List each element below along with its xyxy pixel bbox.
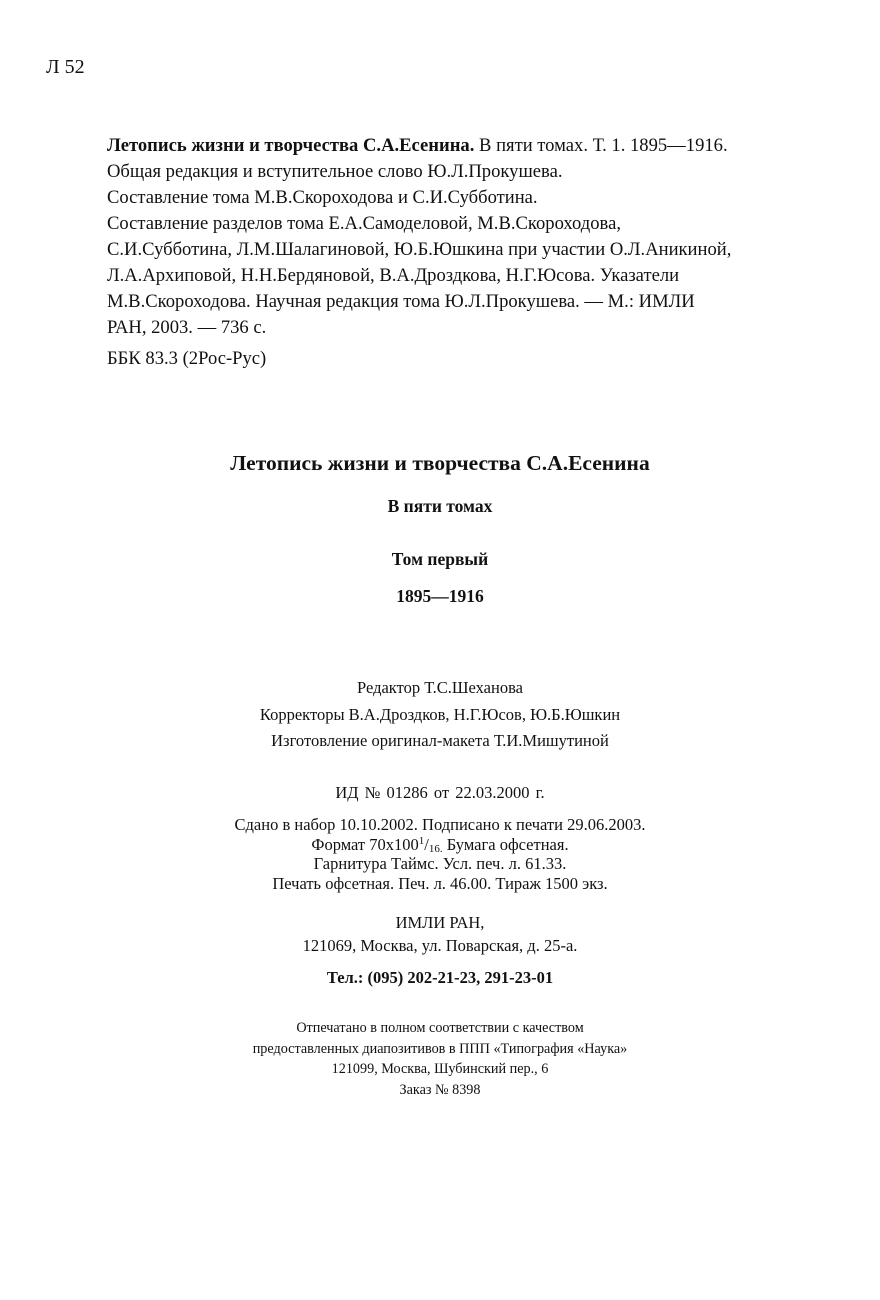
printer-block (0, 1018, 880, 1100)
printer-address: 121099, Москва, Шубинский пер., 6 (331, 1061, 549, 1077)
credit-layout: Изготовление оригинал-макета Т.И.Мишутиной (271, 731, 609, 750)
publisher-block (0, 911, 880, 957)
biblio-title-line (107, 133, 731, 159)
format-suffix: Бумага офсетная. (442, 834, 569, 854)
credits-block (0, 675, 880, 755)
print-run: Печать офсетная. Печ. л. 46.00. Тираж 1500 экз. (272, 873, 608, 893)
biblio-line: Общая редакция и вступительное слово Ю.Л.Прокушева. (107, 161, 563, 182)
book-title: Летопись жизни и творчества С.А.Есенина (230, 451, 650, 475)
publisher-address: 121069, Москва, ул. Поварская, д. 25-а. (302, 936, 578, 955)
typeset-dates: Сдано в набор 10.10.2002. Подписано к печати 29.06.2003. (234, 815, 646, 834)
printer-line: предоставленных диапозитивов в ППП «Типография «Наука» (252, 1040, 628, 1057)
library-code: Л 52 (46, 56, 85, 78)
printer-line: Отпечатано в полном соответствии с качеством (296, 1020, 584, 1036)
biblio-line: Составление разделов тома Е.А.Самоделовой, М.В.Скороходова, (107, 213, 621, 234)
publisher-phone: Тел.: (095) 202-21-23, 291-23-01 (326, 968, 554, 987)
biblio-line: С.И.Субботина, Л.М.Шалагиновой, Ю.Б.Юшкина при участии О.Л.Аникиной, (107, 239, 732, 260)
format-numerator: 1 (418, 834, 425, 847)
biblio-line: Составление тома М.В.Скороходова и С.И.Субботина. (107, 187, 538, 208)
bbk-index: ББК 83.3 (2Рос-Рус) (107, 348, 267, 369)
technical-details (0, 815, 880, 893)
paper-format: Формат $70х100^1/_{16.}$ Бумага офсетная. (311, 834, 569, 855)
credit-proofreaders: Корректоры В.А.Дроздков, Н.Г.Юсов, Ю.Б.Юшкин (259, 704, 621, 724)
biblio-title: Летопись жизни и творчества С.А.Есенина. (107, 135, 475, 156)
volume-years: 1895—1916 (396, 586, 484, 606)
order-number: Заказ № 8398 (399, 1081, 481, 1098)
format-denominator: 16. (428, 842, 443, 855)
bibliographic-record (107, 133, 731, 341)
biblio-line: М.В.Скороходова. Научная редакция тома Ю.Л.Прокушева. — М.: ИМЛИ (107, 291, 695, 312)
license-id: ИД № 01286 от 22.03.2000 г. (335, 783, 545, 802)
volume-number: Том первый (391, 549, 489, 569)
credit-editor: Редактор Т.С.Шеханова (357, 678, 523, 697)
typeface-info: Гарнитура Таймс. Усл. печ. л. 61.33. (313, 854, 567, 873)
format-prefix: Формат 70х100 (311, 834, 419, 854)
publisher-name: ИМЛИ РАН, (395, 913, 485, 932)
volumes-subtitle: В пяти томах (387, 496, 493, 516)
biblio-line: РАН, 2003. — 736 с. (107, 317, 267, 338)
biblio-title-rest: В пяти томах. Т. 1. 1895—1916. (474, 135, 728, 156)
biblio-line: Л.А.Архиповой, Н.Н.Бердяновой, В.А.Дроздкова, Н.Г.Юсова. Указатели (107, 265, 680, 286)
